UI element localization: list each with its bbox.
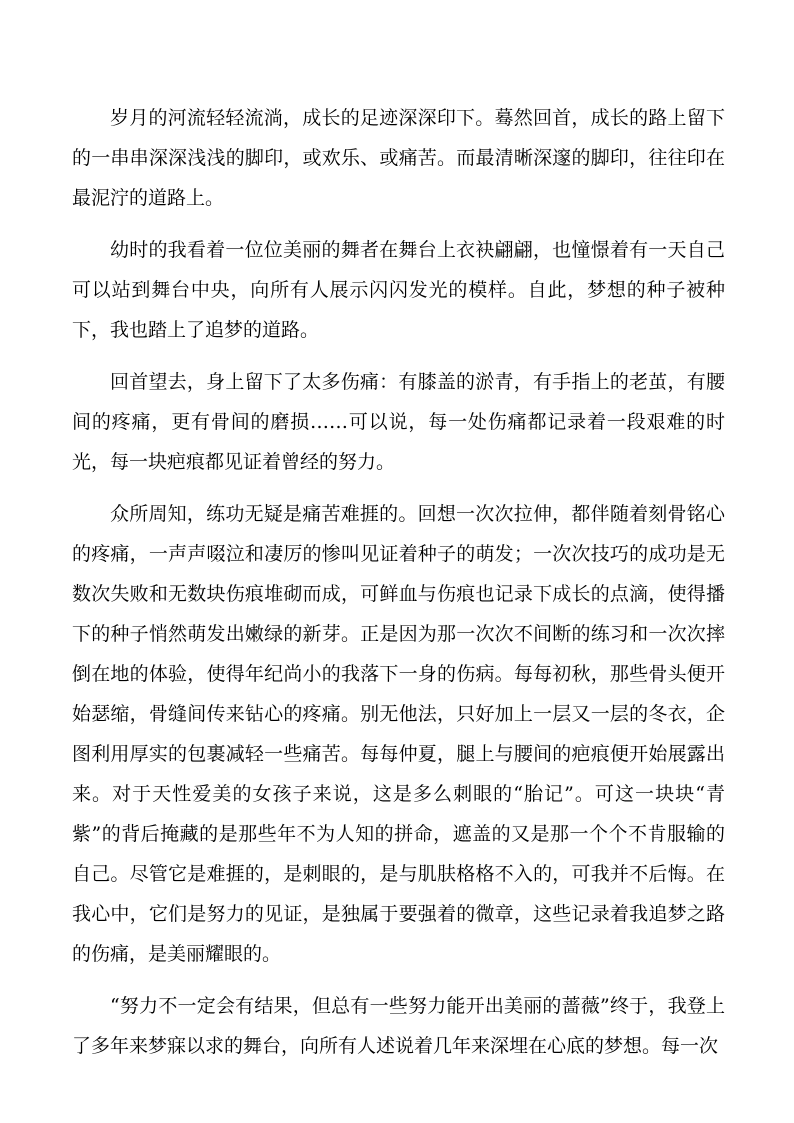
- paragraph-5: “努力不一定会有结果，但总有一些努力能开出美丽的蔷薇”终于，我登上了多年来梦寐以求的舞台，向所有人述说着几年来深埋在心底的梦想。每一次: [72, 995, 725, 1057]
- paragraph-3: 回首望去，身上留下了太多伤痛：有膝盖的淤青，有手指上的老茧，有腰间的疼痛，更有骨间的磨损……可以说，每一处伤痛都记录着一段艰难的时光，每一块疤痕都见证着曾经的努力。: [72, 371, 725, 473]
- document-body: [72, 98, 725, 1078]
- paragraph-4: 众所周知，练功无疑是痛苦难捱的。回想一次次拉伸，都伴随着刻骨铭心的疼痛，一声声啜泣和凄厉的惨叫见证着种子的萌发；一次次技巧的成功是无数次失败和无数块伤痕堆砌而成，可鲜血与伤痕也记录下成长的点滴，使得播下的种子悄然萌发出嫩绿的新芽。正是因为那一次次不间断的练习和一次次摔倒在地的体验，使得年纪尚小的我落下一身的伤病。每每初秋，那些骨头便开始瑟缩，骨缝间传来钻心的疼痛。别无他法，只好加上一层又一层的冬衣，企图利用厚实的包裹减轻一些痛苦。每每仲夏，腿上与腰间的疤痕便开始展露出来。对于天性爱美的女孩子来说，这是多么刺眼的“胎记”。可这一块块“青紫”的背后掩藏的是那些年不为人知的拼命，遮盖的又是那一个个不肯服输的自己。尽管它是难捱的，是刺眼的，是与肌肤格格不入的，可我并不后悔。在我心中，它们是努力的见证，是独属于要强着的微章，这些记录着我追梦之路的伤痛，是美丽耀眼的。: [72, 503, 725, 965]
- paragraph-2: 幼时的我看着一位位美丽的舞者在舞台上衣袂翩翩，也憧憬着有一天自己可以站到舞台中央，向所有人展示闪闪发光的模样。自此，梦想的种子被种下，我也踏上了追梦的道路。: [72, 239, 725, 341]
- paragraph-1: 岁月的河流轻轻流淌，成长的足迹深深印下。蓦然回首，成长的路上留下的一串串深深浅浅的脚印，或欢乐、或痛苦。而最清晰深邃的脚印，往往印在最泥泞的道路上。: [72, 107, 725, 209]
